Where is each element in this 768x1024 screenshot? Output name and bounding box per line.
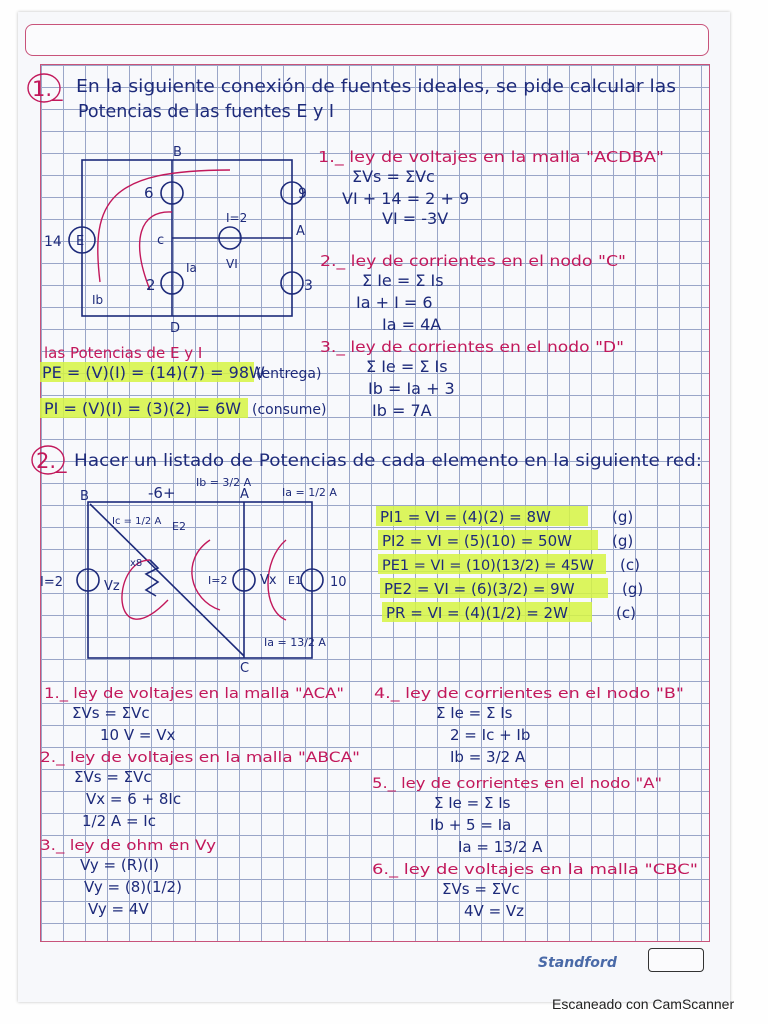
- p2-s5-l1: Σ Ie = Σ Is: [434, 794, 511, 812]
- problem1-statement-line2: Potencias de las fuentes E y I: [78, 102, 335, 122]
- node-A-label: A: [296, 224, 305, 239]
- p1-step1-l2: VI + 14 = 2 + 9: [342, 189, 470, 208]
- E1-label: E1: [288, 574, 302, 587]
- p1-powers-title: las Potencias de E y I: [44, 344, 203, 362]
- p2-power-1: PI1 = VI = (4)(2) = 8W: [380, 508, 551, 526]
- p2-s6-l1: ΣVs = ΣVc: [442, 880, 520, 898]
- p1-step3-title: 3._ ley de corrientes en el nodo "D": [320, 338, 587, 356]
- p1-step1-l1: ΣVs = ΣVc: [352, 167, 435, 186]
- Ia2-label: Ia = 1/2 A: [282, 486, 337, 499]
- node2-B-label: B: [80, 489, 89, 504]
- p2-s2-l3: 1/2 A = Ic: [82, 812, 156, 830]
- p2-power-4-tag: (g): [622, 580, 644, 598]
- p2-power-list: [376, 506, 643, 622]
- p1-step2-l2: Ia + I = 6: [356, 293, 433, 312]
- I-src-left-label: I=2: [40, 575, 63, 590]
- p2-power-4: PE2 = VI = (6)(3/2) = 9W: [384, 580, 575, 598]
- mesh-arrow-left: [122, 560, 168, 619]
- node2-C-label: C: [240, 661, 250, 676]
- resistor-x8-label: x8: [130, 558, 143, 569]
- Vz-label: Vz: [104, 579, 120, 594]
- problem1-number: 1._: [32, 77, 63, 101]
- p1-step1-l3: VI = -3V: [382, 209, 449, 228]
- I-value-label: I=2: [226, 211, 248, 225]
- p2-power-1-tag: (g): [612, 508, 634, 526]
- source2-6-label: -6+: [148, 484, 176, 502]
- problem1-statement-line1: En la siguiente conexión de fuentes ideales, se pide calcular las: [76, 77, 676, 97]
- p2-s2-title: 2._ ley de voltajes en la malla "ABCA": [40, 750, 360, 766]
- p1-step3-l3: Ib = 7A: [372, 401, 432, 420]
- scanner-watermark: Escaneado con CamScanner: [552, 996, 735, 1012]
- source-6-label: 6: [144, 184, 154, 202]
- source-9-label: 9: [298, 186, 307, 202]
- Ib-label: Ib: [92, 293, 104, 307]
- E-label: E: [76, 234, 85, 249]
- p2-power-2-tag: (g): [612, 532, 634, 550]
- PI-expression: PI = (V)(I) = (3)(2) = 6W: [44, 399, 242, 418]
- p2-s4-title: 4._ ley de corrientes en el nodo "B": [374, 686, 684, 702]
- p2-power-5-tag: (c): [616, 604, 636, 622]
- Ic2-label: Ic = 1/2 A: [112, 516, 162, 527]
- VI-label: VI: [226, 257, 238, 271]
- E-value-label: 14: [44, 234, 62, 250]
- p2-s4-l1: Σ Ie = Σ Is: [436, 704, 513, 722]
- problem2-statement: Hacer un listado de Potencias de cada elemento en la siguiente red:: [74, 451, 702, 470]
- p2-s3-l2: Vy = (8)(1/2): [84, 878, 182, 896]
- p1-step3-l1: Σ Ie = Σ Is: [366, 357, 448, 376]
- circuit1-diagram: [44, 145, 313, 336]
- node-C-label: c: [157, 233, 165, 248]
- p2-s5-title: 5._ ley de corrientes en el nodo "A": [372, 776, 662, 792]
- PI-note: (consume): [252, 402, 327, 418]
- p1-step3-l2: Ib = Ia + 3: [368, 379, 455, 398]
- notebook-brand: Standford: [538, 955, 617, 971]
- p2-s2-l1: ΣVs = ΣVc: [74, 768, 152, 786]
- node-arrow-path: [140, 212, 172, 290]
- node-B-label: B: [173, 145, 182, 160]
- p1-step2-l1: Σ Ie = Σ Is: [362, 271, 444, 290]
- E2-label: E2: [172, 520, 186, 533]
- p2-s6-title: 6._ ley de voltajes en la malla "CBC": [372, 862, 698, 878]
- problem2-number: 2._: [36, 449, 67, 473]
- p2-s4-l3: Ib = 3/2 A: [450, 748, 526, 766]
- p2-s2-l2: Vx = 6 + 8Ic: [86, 790, 182, 808]
- source-3-label: 3: [304, 278, 313, 294]
- p1-step2-title: 2._ ley de corrientes en el nodo "C": [320, 252, 586, 270]
- circuit2-diagram: [40, 476, 347, 676]
- p1-step1-title: 1._ ley de voltajes en la malla "ACDBA": [318, 148, 613, 166]
- p2-s6-l2: 4V = Vz: [464, 902, 525, 920]
- val10-label: 10: [330, 575, 347, 590]
- PE-expression: PE = (V)(I) = (14)(7) = 98W: [42, 363, 265, 382]
- p2-power-2: PI2 = VI = (5)(10) = 50W: [382, 532, 572, 550]
- p2-s4-l2: 2 = Ic + Ib: [450, 726, 531, 744]
- p1-step2-l3: Ia = 4A: [382, 315, 442, 334]
- p2-s5-l2: Ib + 5 = Ia: [430, 816, 512, 834]
- footer-box: [648, 948, 704, 972]
- I2-label: I=2: [208, 574, 228, 587]
- p2-s3-title: 3._ ley de ohm en Vy: [40, 838, 217, 854]
- p2-power-3-tag: (c): [620, 556, 640, 574]
- Ib2-label: Ib = 3/2 A: [196, 476, 252, 489]
- p2-power-3: PE1 = VI = (10)(13/2) = 45W: [382, 558, 594, 574]
- node2-A-label: A: [240, 487, 249, 502]
- p2-s3-l3: Vy = 4V: [88, 900, 149, 918]
- PE-note: (entrega): [256, 366, 322, 382]
- p2-s5-l3: Ia = 13/2 A: [458, 838, 543, 856]
- p2-s3-l1: Vy = (R)(I): [80, 856, 160, 874]
- p2-s1-title: 1._ ley de voltajes en la malla "ACA": [44, 686, 344, 702]
- p2-s1-l1: ΣVs = ΣVc: [72, 704, 150, 722]
- node-D-label: D: [170, 321, 181, 336]
- p2-s1-l2: 10 V = Vx: [100, 726, 176, 744]
- source-2-label: 2: [146, 276, 156, 294]
- Ia-bottom-label: Ia = 13/2 A: [264, 636, 326, 649]
- p2-power-5: PR = VI = (4)(1/2) = 2W: [386, 604, 568, 622]
- Vx-label: Vx: [260, 573, 277, 588]
- Ia-label: Ia: [186, 261, 197, 275]
